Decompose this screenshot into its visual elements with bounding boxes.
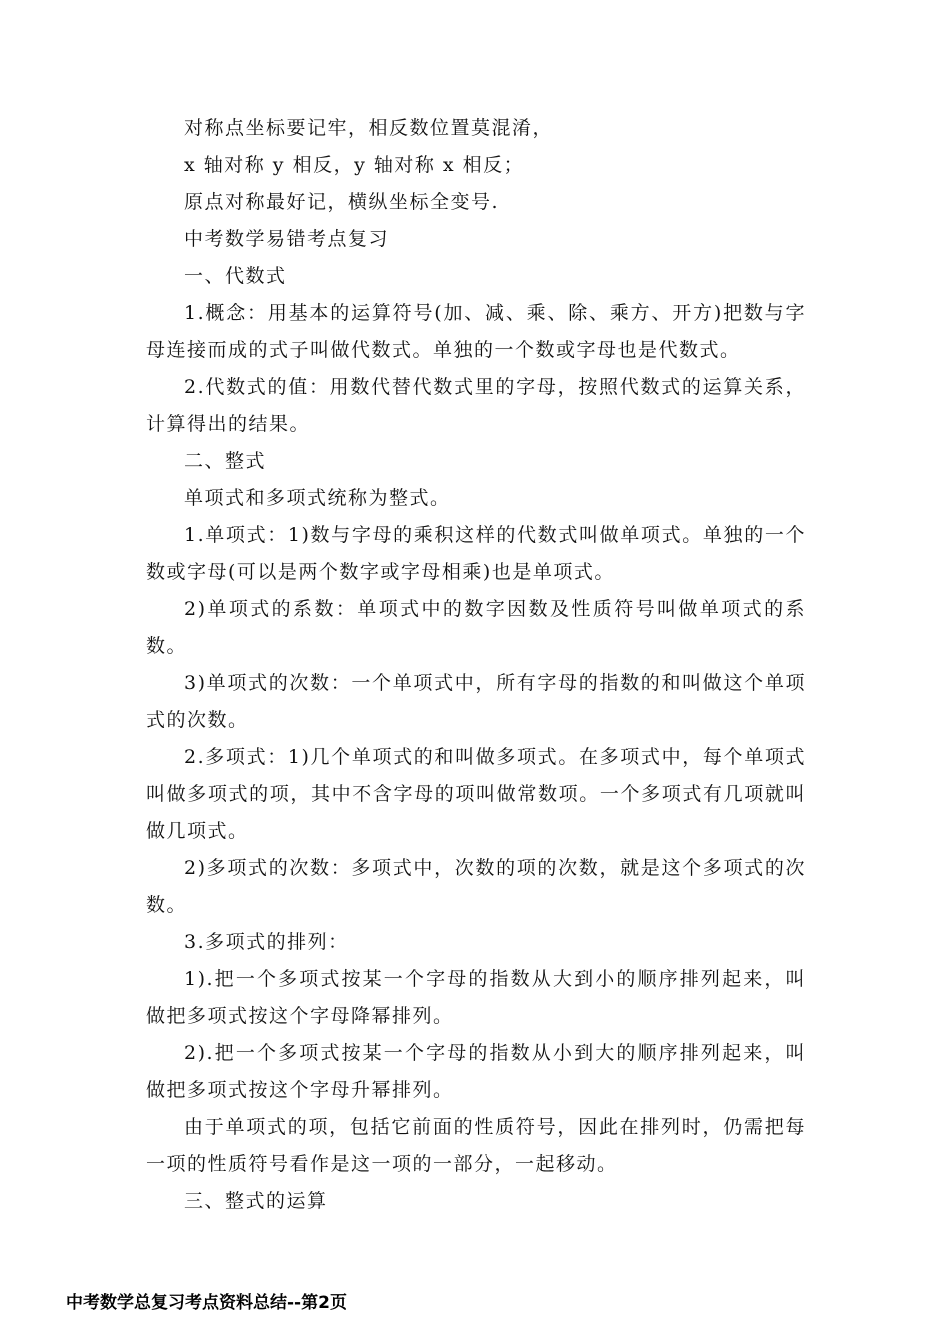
paragraph: 由于单项式的项，包括它前面的性质符号，因此在排列时，仍需把每一项的性质符号看作是这一项的一部分，一起移动。 [146, 1116, 806, 1175]
paragraph: 3)单项式的次数：一个单项式中，所有字母的指数的和叫做这个单项式的次数。 [146, 672, 806, 731]
page-footer: 中考数学总复习考点资料总结--第2页 [66, 1293, 347, 1313]
paragraph: 对称点坐标要记牢，相反数位置莫混淆， [184, 117, 554, 139]
paragraph: 2)多项式的次数：多项式中，次数的项的次数，就是这个多项式的次数。 [146, 857, 806, 916]
paragraph: x 轴对称 y 相反，y 轴对称 x 相反； [184, 154, 525, 176]
paragraph: 单项式和多项式统称为整式。 [184, 487, 451, 509]
paragraph: 1.单项式：1)数与字母的乘积这样的代数式叫做单项式。单独的一个数或字母(可以是两个数字或字母相乘)也是单项式。 [146, 524, 806, 583]
paragraph: 2)单项式的系数：单项式中的数字因数及性质符号叫做单项式的系数。 [146, 598, 806, 657]
paragraph: 2.多项式：1)几个单项式的和叫做多项式。在多项式中，每个单项式叫做多项式的项，其中不含字母的项叫做常数项。一个多项式有几项就叫做几项式。 [146, 746, 806, 842]
paragraph: 2.代数式的值：用数代替代数式里的字母，按照代数式的运算关系，计算得出的结果。 [146, 376, 806, 435]
paragraph: 1).把一个多项式按某一个字母的指数从大到小的顺序排列起来，叫做把多项式按这个字母降幂排列。 [146, 968, 806, 1027]
section-heading: 中考数学易错考点复习 [184, 228, 390, 250]
section-heading: 一、代数式 [184, 265, 287, 287]
section-heading: 二、整式 [184, 450, 267, 472]
paragraph: 2).把一个多项式按某一个字母的指数从小到大的顺序排列起来，叫做把多项式按这个字母升幂排列。 [146, 1042, 806, 1101]
paragraph: 1.概念：用基本的运算符号(加、减、乘、除、乘方、开方)把数与字母连接而成的式子叫做代数式。单独的一个数或字母也是代数式。 [146, 302, 806, 361]
paragraph: 原点对称最好记，横纵坐标全变号. [184, 191, 500, 213]
section-heading: 三、整式的运算 [184, 1190, 328, 1212]
paragraph: 3.多项式的排列： [184, 931, 349, 953]
document-body [146, 110, 806, 1220]
